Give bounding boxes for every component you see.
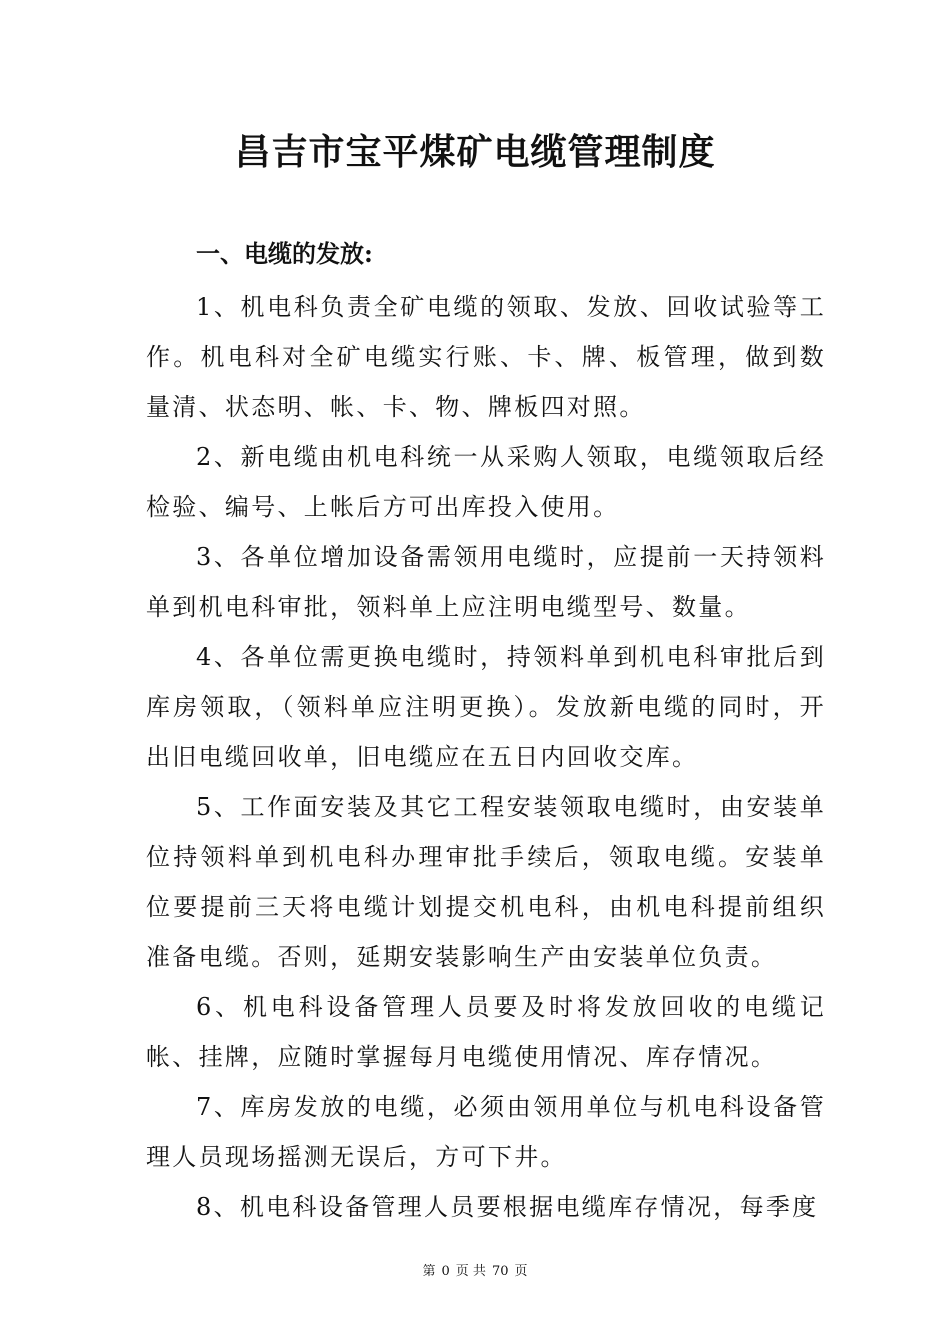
page-title: 昌吉市宝平煤矿电缆管理制度 (234, 131, 716, 173)
footer-page-number: 0 (441, 1264, 450, 1279)
section-heading: 一、电缆的发放: (196, 239, 373, 268)
page-footer (0, 1262, 950, 1282)
paragraph-5: 5、工作面安装及其它工程安装领取电缆时，由安装单位持领料单到机电科办理审批手续后，领取电缆。安装单位要提前三天将电缆计划提交机电科，由机电科提前组织准备电缆。否则，延期安装影响生产由安装单位负责。 (146, 793, 826, 971)
paragraph-3: 3、各单位增加设备需领用电缆时，应提前一天持领料单到机电科审批，领料单上应注明电缆型号、数量。 (146, 543, 826, 621)
paragraph-2: 2、新电缆由机电科统一从采购人领取，电缆领取后经检验、编号、上帐后方可出库投入使用。 (146, 443, 826, 521)
paragraph-6: 6、机电科设备管理人员要及时将发放回收的电缆记帐、挂牌，应随时掌握每月电缆使用情况、库存情况。 (146, 993, 826, 1071)
footer-total-pages: 70 (491, 1264, 509, 1279)
paragraph-4: 4、各单位需更换电缆时，持领料单到机电科审批后到库房领取，（领料单应注明更换）。发放新电缆的同时，开出旧电缆回收单，旧电缆应在五日内回收交库。 (146, 643, 826, 771)
footer-suffix: 页 (514, 1264, 528, 1279)
paragraph-8: 8、机电科设备管理人员要根据电缆库存情况，每季度 (196, 1193, 819, 1221)
footer-middle: 页 共 (455, 1264, 486, 1279)
paragraph-7: 7、库房发放的电缆，必须由领用单位与机电科设备管理人员现场摇测无误后，方可下井。 (146, 1093, 826, 1171)
document-body (146, 282, 826, 1232)
footer-prefix: 第 (422, 1264, 436, 1279)
paragraph-1: 1、机电科负责全矿电缆的领取、发放、回收试验等工作。机电科对全矿电缆实行账、卡、牌、板管理，做到数量清、状态明、帐、卡、物、牌板四对照。 (146, 293, 826, 421)
